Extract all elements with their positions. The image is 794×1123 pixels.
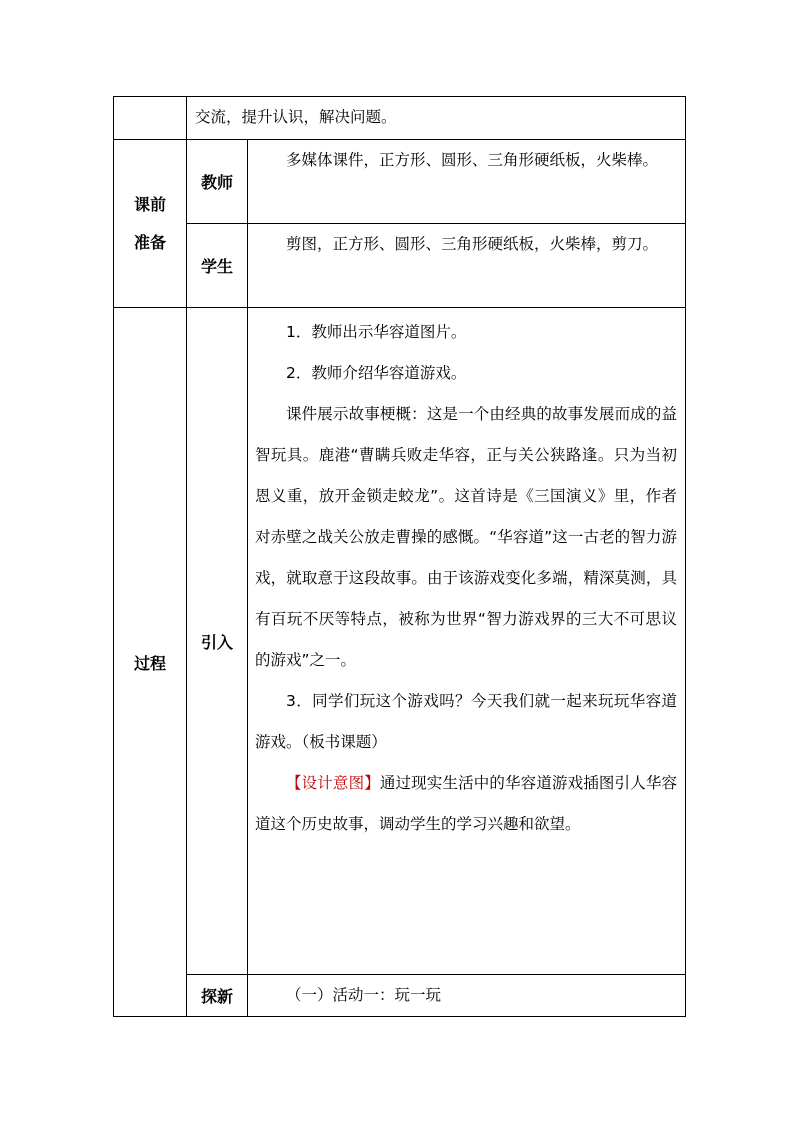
empty-cell <box>114 97 187 140</box>
teacher-label: 教师 <box>187 140 248 224</box>
design-intent-text: 通过现实生活中的华容道游戏插图引人华容道这个历史故事，调动学生的学习兴趣和欲望。 <box>255 774 677 833</box>
summary-cell <box>187 97 686 140</box>
explore-text: （一）活动一：玩一玩 <box>286 986 442 1004</box>
student-text: 剪图，正方形、圆形、三角形硬纸板，火柴棒，剪刀。 <box>286 235 659 253</box>
table-row-teacher-prep <box>114 140 686 224</box>
lesson-plan-table <box>113 96 686 1017</box>
explore-label: 探新 <box>187 975 248 1017</box>
student-cell <box>248 224 686 308</box>
teacher-cell <box>248 140 686 224</box>
teacher-text: 多媒体课件，正方形、圆形、三角形硬纸板，火柴棒。 <box>286 151 659 169</box>
table-row-student-prep <box>114 224 686 308</box>
intro-cell <box>248 308 686 975</box>
student-label: 学生 <box>187 224 248 308</box>
table-row-explore <box>114 975 686 1017</box>
intro-paragraph: 1．教师出示华容道图片。 <box>286 323 467 341</box>
prep-label-line2: 准备 <box>133 232 166 252</box>
intro-paragraph: 3．同学们玩这个游戏吗？今天我们就一起来玩玩华容道游戏。（板书课题） <box>255 692 678 751</box>
design-intent-paragraph <box>255 763 677 845</box>
intro-label: 引入 <box>187 308 248 975</box>
table-row-intro <box>114 308 686 975</box>
table-row-summary <box>114 97 686 140</box>
prep-label-line1: 课前 <box>133 194 166 214</box>
intro-paragraph: 2．教师介绍华容道游戏。 <box>286 364 467 382</box>
prep-header-cell <box>114 140 187 308</box>
intro-paragraph: 课件展示故事梗概：这是一个由经典的故事发展而成的益智玩具。鹿港“曹瞒兵败走华容，正与关公狭路逢。只为当初恩义重，放开金锁走蛟龙”。这首诗是《三国演义》里，作者对赤壁之战关公放走曹操的感慨。“华容道”这一古老的智力游戏，就取意于这段故事。由于该游戏变化多端，精深莫测，具有百玩不厌等特点，被称为世界“智力游戏界的三大不可思议的游戏”之一。 <box>255 405 678 669</box>
process-label: 过程 <box>114 308 187 1017</box>
design-intent-label: 【设计意图】 <box>286 774 380 792</box>
summary-text: 交流，提升认识，解决问题。 <box>195 108 397 126</box>
explore-cell <box>248 975 686 1017</box>
